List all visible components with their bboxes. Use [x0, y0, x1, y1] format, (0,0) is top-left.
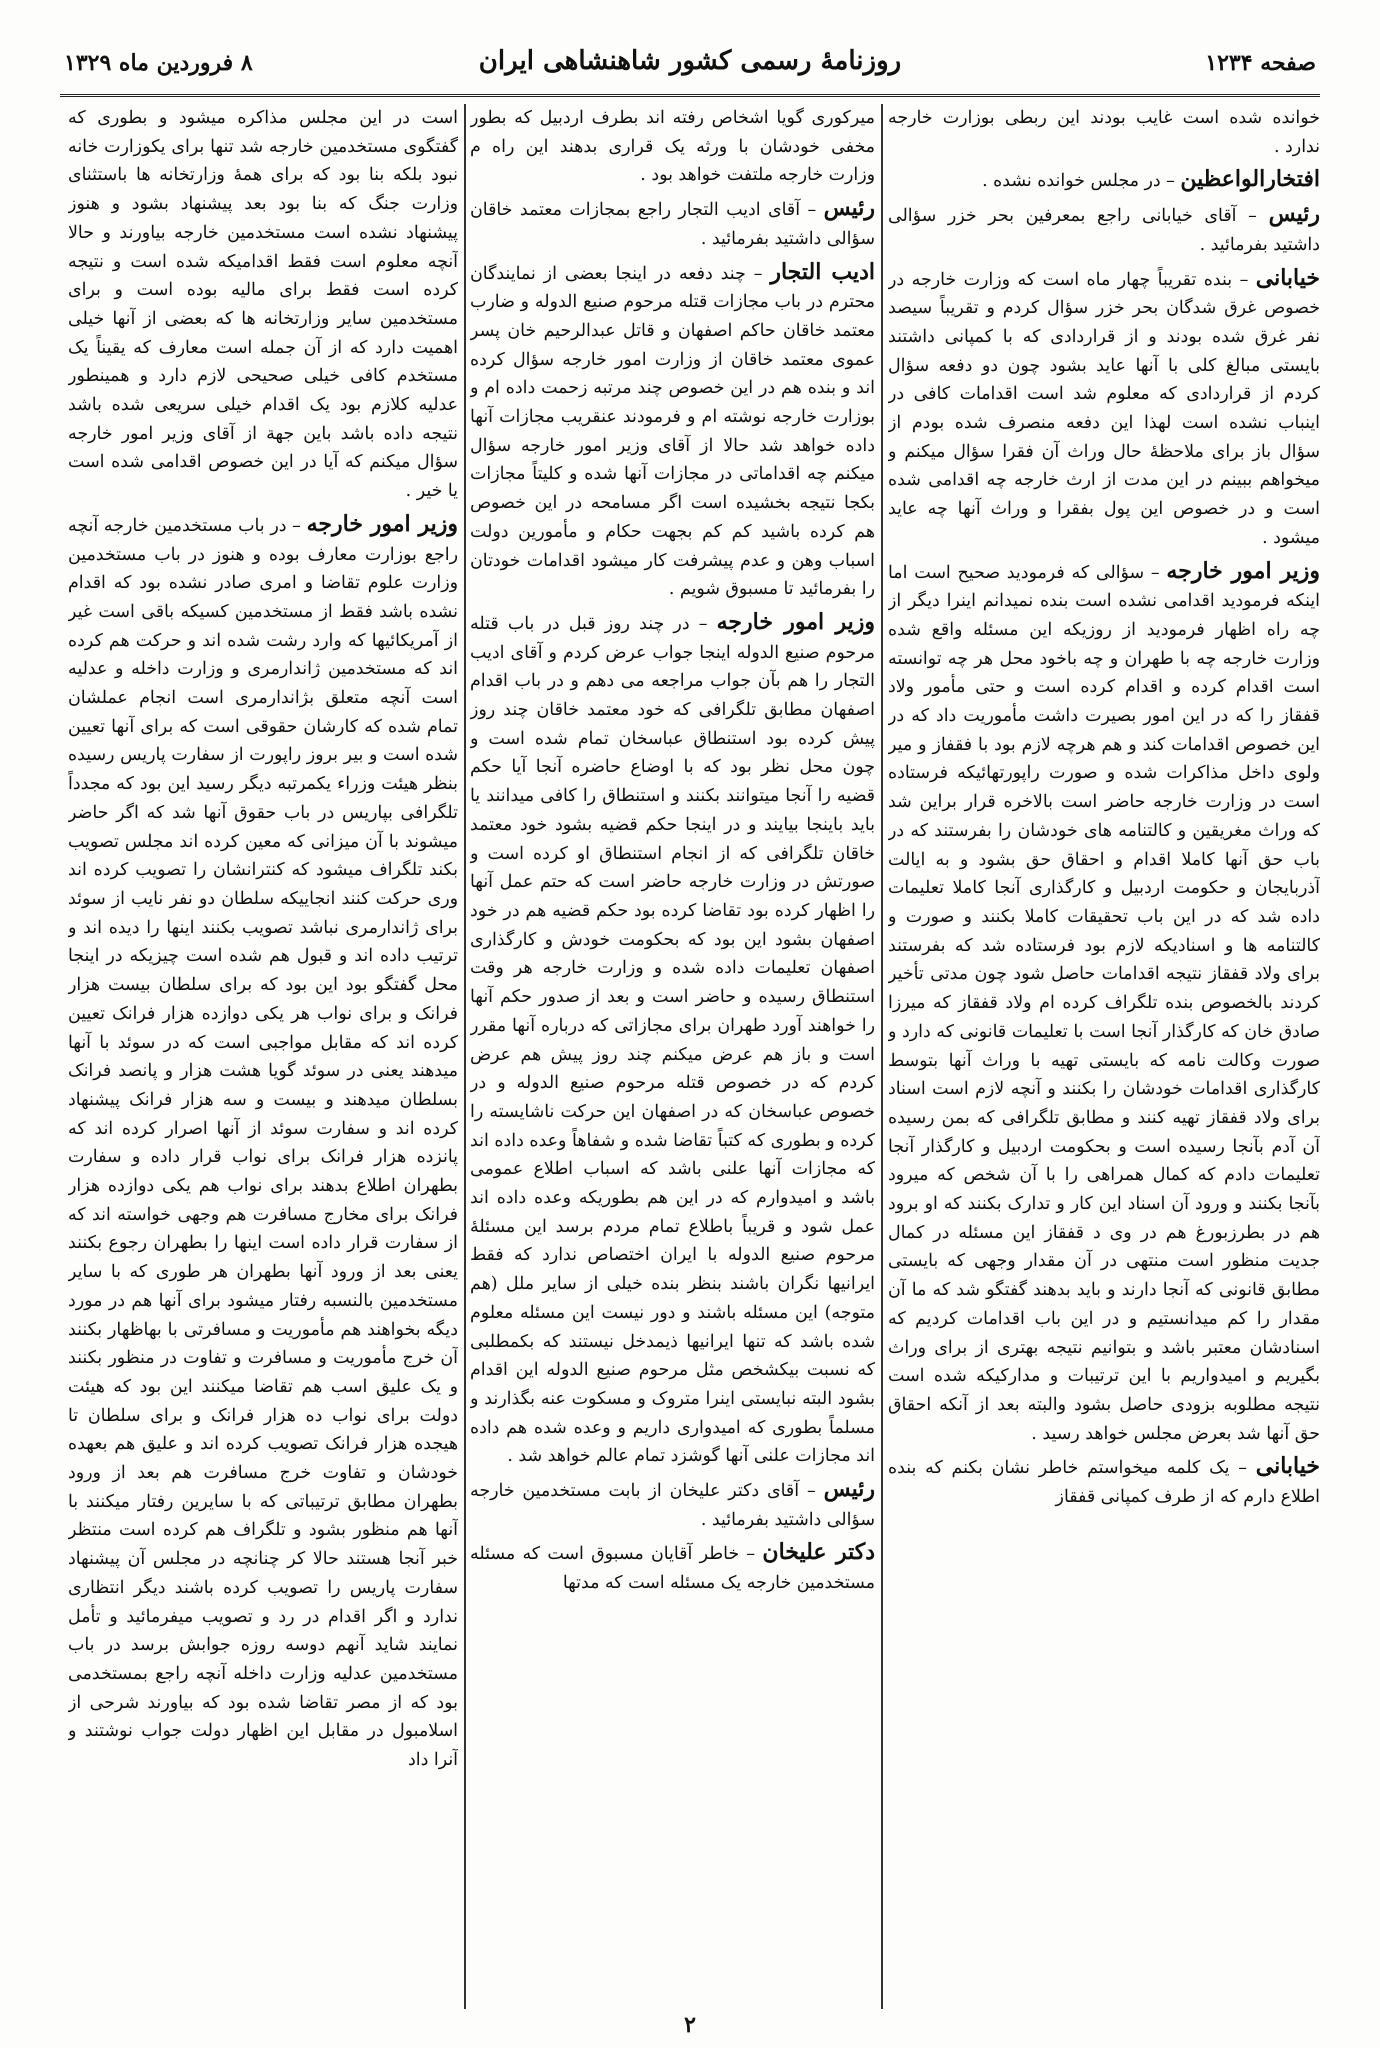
speaker-name: ادیب التجار: [770, 258, 875, 285]
paragraph: [470, 608, 875, 1471]
page-header: [64, 44, 1316, 90]
paragraph-text: – آقای دکتر علیخان از بابت مستخدمین خارجه سؤالی داشتید بفرمائید .: [470, 1481, 875, 1530]
paragraph: [470, 258, 875, 604]
speaker-name: افتخارالواعظین: [1180, 166, 1320, 193]
page-number: ۲: [684, 2012, 696, 2038]
paragraph-text: – خاطر آقایان مسبوق است که مسئله مستخدمین خارجه یک مسئله است که مدتها: [470, 1544, 875, 1594]
paragraph-text: – در چند روز قبل در باب قتله مرحوم صنیع الدوله اینجا جواب عرض کردم و آقای ادیب التجار را هم بآن جواب مراجعه می دهم و در باب اقدام اصفهان مطابق تلگرافی که خود معتمد خاقان چند روز پیش کرده بود استنطاق عباسخان تمام شده است و چون محل نظر بود که با اوضاع حاضره آنجا آیا حکم قضیه را آنجا میتوانند بکنند و استنطاق را کافی میدانند یا باید باینجا بیایند و در اینجا حکم قضیه بشود خود معتمد خاقان تلگرافی که از انجام استنطاق او کرده است و صورتش در وزارت خارجه حاضر است که حتم عمل آنها را اظهار کرده بود تقاضا کرده بود حکم قضیه هم در خود اصفهان بشود این بود که بحکومت خودش و کارگذاری اصفهان تعلیمات داده شده و وزارت خارجه هر وقت استنطاق رسیده و حاضر است و بعد از صدور حکم آنها را خواهند آورد طهران برای مجازاتی که درباره آنها مقرر است و باز هم عرض میکنم چند روز پیش هم عرض کردم که در خصوص قتله مرحوم صنیع الدوله و در خصوص عباسخان که در اصفهان این حرکت ناشایسته را کرده و بطوری که کتباً تقاضا شده و شفاهاً وعده داده اند که مجازات آنها علنی باشد که اسباب اطلاع عمومی باشد و امیدوارم که در این هم بطوریکه وعده داده اند عمل شود و قریباً باطلاع تمام مردم برسد این مسئلهٔ مرحوم صنیع الدوله با ایران اختصاص ندارد که فقط ایرانیها نگران باشند بنظر بنده خیلی از سایر ملل (هم متوجه) این مسئله باشند و دور نیست این مسئله معلوم شده باشد که تنها ایرانیها ذیمدخل نیستند که بکمطلبی که نسبت بیکشخص مثل مرحوم صنیع الدوله این اقدام بشود البته نبایستی اینرا متروک و مسکوت عنه بگذارند و مسلماً بطوری که امیدواری داریم و وعده شده هم داده اند مجازات علنی آنها گوشزد تمام عالم خواهد شد .: [470, 613, 875, 1467]
page-label: صفحه ۱۲۳۴: [1205, 50, 1316, 76]
paragraph: [888, 557, 1320, 1449]
paragraph: [470, 194, 875, 253]
speaker-name: رئیس: [823, 1476, 875, 1503]
paragraph: [888, 264, 1320, 553]
paragraph-text: – چند دفعه در اینجا بعضی از نمایندگان محترم در باب مجازات قتله مرحوم صنیع الدوله و ضارب معتمد خاقان حاکم اصفهان و قاتل عبدالرحیم خان پسر عموی معتمد خاقان از وزارت امور خارجه سؤال کرده اند و بنده هم در این خصوص چند مرتبه زحمت داده ام و بوزارت خارجه نوشته ام و فرمودند عنقریب مجازات آنها داده خواهد شد حالا از آقای وزیر امور خارجه سؤال میکنم چه اقداماتی در مجازات آنها شده و کلیتاً مجازات بکجا نتیجه بخشیده است اگر مسامحه در این خصوص هم کرده باشید کم کم بجهت حکام و مأمورین دولت اسباب وهن و عدم پیشرفت کار میشود اقدامات خودتان را بفرمائید تا مسبوق شویم .: [470, 263, 875, 600]
speaker-name: خیابانی: [1255, 1453, 1320, 1480]
newspaper-title: روزنامهٔ رسمی کشور شاهنشاهی ایران: [478, 46, 902, 76]
column-left: [68, 104, 458, 2009]
header-rule: [60, 94, 1320, 97]
issue-date: ۸ فروردین ماه ۱۳۲۹: [64, 50, 253, 76]
speaker-name: دکتر علیخان: [762, 1539, 875, 1566]
speaker-name: رئیس: [823, 195, 875, 222]
column-divider: [464, 104, 466, 2009]
paragraph-text: – یک کلمه میخواستم خاطر نشان بکنم که بنده اطلاع دارم که از طرف کمپانی قفقاز: [888, 1458, 1320, 1508]
paragraph: [888, 1452, 1320, 1511]
paragraph-text: – بنده تقریباً چهار ماه است که وزارت خارجه در خصوص غرق شدگان بحر خزر سؤال کردم و تقریباً سیصد نفر غرق شده بودند و از قراردادی که با کمپانی داشتند بایستی مبالغ کلی با آنها عاید بشود چون دو دفعه سؤال کردم از قراردادی که معلوم شد است اقدامات کافی در اینباب نشده است لهذا این دفعه منصرف شده بودم از سؤال باز برای ملاحظهٔ حال وراث آن فقرا سؤال میکنم و میخواهم ببینم در این مدت از ارث خارجه چه اقدامی شده است و در خصوص این پول بفقرا و وراث آنها چه عاید میشود .: [888, 269, 1320, 548]
paragraph-text: میرکوری گویا اشخاص رفته اند بطرف اردبیل که بطور مخفی خودشان با ورثه یک قراری بدهند این راه م وزارت خارجه ملتفت خواهد بود .: [470, 108, 875, 186]
paragraph: [470, 104, 875, 190]
paragraph: [68, 104, 458, 506]
paragraph-text: – در باب مستخدمین خارجه آنچه راجع بوزارت معارف بوده و هنوز در باب مستخدمین وزارت علوم تقاضا و امری صادر نشده بود که اقدام نشده باشد فقط از مستخدمین کسیکه باقی است غیر از آمریکائیها که وارد رشت شده اند و حرکت هم کرده اند که مستخدمین ژاندارمری و وزارت داخله و عدلیه است آنچه متعلق بژاندارمری است انجام عملشان تمام شده که کارشان حقوقی است که برای آنها تعیین شده است و بیر بروز راپورت از سفارت پاریس رسیده بنظر هیئت وزراء یکمرتبه دیگر رسید این بود که مجدداً تلگرافی بپاریس در باب حقوق آنها شد که اگر حاضر میشوند با آن میزانی که معین کرده اند مجلس تصویب بکند تلگراف میشود که کنترانشان را تصویب کرده اند وری حرکت کنند انجاییکه سلطان دو نفر نایب از سوئد برای ژاندارمری نباشد تصویب بکنند اینها را دیده اند و ترتیب داده اند و قبول هم شده است چیزیکه در اینجا محل گفتگو بود این بود که برای سلطان بیست هزار فرانک و برای نواب هر یکی دوازده هزار فرانک تعیین کرده اند که مقابل مواجبی است که در سوئد با آنها میدهند یعنی در سوئد گویا هشت هزار و پانصد فرانک بسلطان میدهند و بیست و سه هزار فرانک پیشنهاد کرده اند و سفارت سوئد از آنها اصرار کرده اند که پانزده هزار فرانک برای نواب قرار داده و سفارت بطهران اطلاع بدهند برای نواب هم یکی دوازده هزار فرانک برای مخارج مسافرت هم وجهی خواسته اند که از سفارت قرار داده است اینها را بطهران رجوع بکنند یعنی بعد از ورود آنها بطهران هر طوری که با سایر مستخدمین بالنسبه رفتار میشود برای آنها هم در مورد دیگه بخواهند هم مأموریت و مسافرتی با بهاظهار بکنند آن خرج مأموریت و مسافرت و تفاوت در منظور بکنند و یک علیق اسب هم تقاضا میکنند این بود که هیئت دولت برای نواب ده هزار فرانک و برای سلطان تا هیجده هزار فرانک تصویب کرده اند و علیق هم بعهده خودشان و تفاوت خرج مسافرت هم بعد از ورود بطهران مطابق ترتیباتی که با سایرین رفتار میکنند با آنها هم منظور بشود و تلگراف هم کرده است منتظر خبر آنجا هستند حالا کر چنانچه در مجلس آن پیشنهاد سفارت پاریس را تصویب کرده باشند دیگر انتظاری ندارد و اگر اقدام در رد و تصویب میفرمائید و تأمل نمایند شاید آنهم دوسه روزه جوابش برسد در باب مستخدمین عدلیه وزارت داخله آنچه راجع بمستخدمی بود که از مصر تقاضا شده بود که بیاورند شرحی از اسلامبول در مقابل این اظهار دولت جواب نوشتند و آنرا داد: [68, 515, 458, 1771]
column-right: [888, 104, 1320, 2009]
paragraph-text: خوانده شده است غایب بودند این ربطی بوزارت خارجه ندارد .: [888, 108, 1320, 157]
speaker-name: رئیس: [1268, 201, 1320, 228]
speaker-name: خیابانی: [1255, 264, 1320, 291]
paragraph-text: است در این مجلس مذاکره میشود و بطوری که گفتگوی مستخدمین خارجه شد تنها برای یکوزارت خانه نبود بلکه بنا بود که برای همهٔ وزارتخانه ها باستثنای وزارت جنگ که بنا بود بعد پیشنهاد بشود و هنوز پیشنهاد نشده است مستخدمین خارجه بیاورند و حالا آنچه معلوم است فقط اقدامیکه شده است و نتیجه کرده است فقط برای مالیه بوده است و برای مستخدمین سایر وزارتخانه ها که بعضی از آنها خیلی اهمیت دارد که از آن جمله است معارف که یقیناً یک مستخدم کافی خیلی صحیحی لازم دارد و همینطور عدلیه کلازم بود یک اقدام خیلی سریعی شده باشد نتیجه داده باشد باین جهة از آقای وزیر امور خارجه سؤال میکنم که آیا در این خصوص اقدامی شده است یا خیر .: [68, 108, 458, 502]
paragraph-text: – سؤالی که فرمودید صحیح است اما اینکه فرمودید اقدامی نشده است بنده نمیدانم اینرا دیگر از چه راه اظهار فرمودید از روزیکه این مسئله واقع شده وزارت خارجه چه با طهران و چه باخود محل هر چه توانسته است اقدام کرده و اقدام کرده است و حتی مأمور ولاد قفقاز را که در این امور بصیرت داشت مأموریت داد که در این خصوص اقدامات کند و هم هرچه لازم بود با فقفاز و میر ولوی داخل مذاکرات شده و صورت راپورتهائیکه فرستاده است در وزارت خارجه حاضر است بالاخره قرار براین شد که وراث مغریقین و کالتنامه های خودشان را بفرستند که در باب حق آنها کاملا اقدام و احقاق حق بشود و به ایالت آذربایجان و حکومت اردبیل و کارگذاری آنجا کاملا تعلیمات داده شد که در این باب تحقیقات کاملا بکنند و صورت و کالتنامه ها و اسنادیکه لازم بود فرستاده شد که بفرستند برای ولاد قفقاز نتیجه اقدامات حاصل شود چون مدتی تأخیر کردند بالخصوص بنده تلگراف کرده ام ولاد قفقاز که میرزا صادق خان که کارگذار آنجا است با تعلیمات قانونی که دارد و صورت وکالت نامه که بایستی تهیه با وراث آنها بتوسط کارگذاری اقدامات خودشان را بکنند و آنچه لازم است اسناد برای ولاد قفقاز تهیه کنند و مطابق تلگرافی که بمن رسیده آن آدم بآنجا رسیده است و بحکومت اردبیل و کارگذار آنجا تعلیمات دادم که کمال همراهی را با آن شخص که میرود بآنجا بکنند و ورود آن اسناد این کار و تدارک بکنند که او برود هم در بطرزبورغ هم در وی د قفقاز این مسئله در کمال جدیت منظور است منتهی در آن مقدار وجهی که بایستی مطابق قانونی که آنجا دارند و باید بدهند گفتگو شد که ما آن مقدار را کم میدانستیم و در این باب اقدامات کردیم که اسنادشان معتبر باشد و بتوانیم نتیجه بهتری از برای وراث بگیریم و امیدواریم با این ترتیبات و مدارکیکه شده است نتیجه مطلوبه بزودی حاصل بشود والبته بعد از آنکه احقاق حق آنها شد بعرض مجلس خواهد رسید .: [888, 562, 1320, 1444]
paragraph: [470, 1538, 875, 1597]
speaker-name: وزیر امور خارجه: [716, 608, 875, 635]
paragraph: [888, 104, 1320, 161]
paragraph-text: – آقای خیابانی راجع بمعرفین بحر خزر سؤالی داشتید بفرمائید .: [888, 206, 1320, 255]
column-divider: [881, 104, 883, 2009]
paragraph-text: – در مجلس خوانده نشده .: [982, 171, 1175, 192]
column-middle: [470, 104, 875, 2009]
paragraph: [68, 510, 458, 1775]
paragraph: [888, 165, 1320, 196]
speaker-name: وزیر امور خارجه: [306, 510, 458, 537]
speaker-name: وزیر امور خارجه: [1166, 557, 1320, 584]
paragraph: [888, 200, 1320, 259]
paragraph-text: – آقای ادیب التجار راجع بمجازات معتمد خاقان سؤالی داشتید بفرمائید .: [470, 200, 875, 249]
paragraph: [470, 1475, 875, 1534]
